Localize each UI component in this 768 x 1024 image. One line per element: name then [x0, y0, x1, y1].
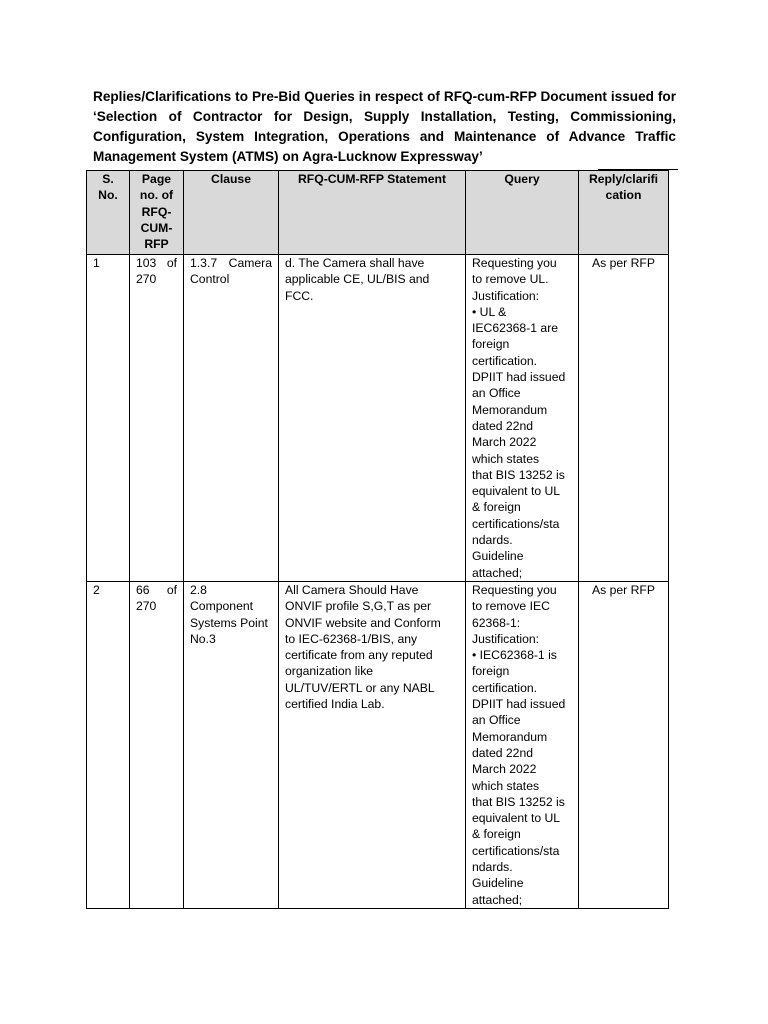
- cell-text-line: All Camera Should Have: [285, 582, 419, 597]
- cell-text-line: certification.: [472, 353, 538, 368]
- cell-text-line: Requesting you: [472, 582, 557, 597]
- cell-text-line: Requesting you: [472, 256, 557, 270]
- cell-statement: [279, 581, 466, 908]
- header-text: Reply/clarifi: [588, 172, 659, 186]
- cell-text-line: 270: [136, 599, 157, 614]
- cell-text-line: ndards.: [472, 859, 513, 874]
- table-row: [87, 255, 669, 582]
- cell-text-line: 66 of: [136, 582, 177, 597]
- header-statement: [279, 171, 466, 255]
- cell-text-line: to IEC-62368-1/BIS, any: [285, 631, 418, 646]
- cell-text-line: foreign: [472, 664, 510, 679]
- cell-text-line: 270: [136, 272, 157, 287]
- cell-text-line: dated 22nd: [472, 745, 533, 760]
- header-text: cation: [605, 188, 642, 203]
- header-reply: [579, 171, 669, 255]
- cell-text-line: & foreign: [472, 500, 521, 515]
- heading-line: Configuration, System Integration, Operations and Maintenance of Advance Traffic: [93, 129, 676, 144]
- cell-text: As per RFP: [592, 582, 655, 597]
- header-clause: [184, 171, 279, 255]
- cell-text-line: IEC62368-1 are: [472, 321, 559, 336]
- cell-query: [466, 255, 579, 582]
- cell-text-line: organization like: [285, 664, 374, 679]
- cell-text-line: d. The Camera shall have: [285, 256, 425, 270]
- cell-text-line: 1.3.7 Camera: [190, 256, 272, 270]
- cell-statement: [279, 255, 466, 582]
- cell-text-line: ONVIF website and Conform: [285, 615, 441, 630]
- header-page-no: [130, 171, 184, 255]
- cell-text-line: to remove IEC: [472, 599, 550, 614]
- cell-text-line: Guideline: [472, 549, 524, 564]
- cell-text-line: Component: [190, 599, 254, 614]
- cell-text-line: attached;: [472, 892, 523, 907]
- header-text: Query: [504, 172, 540, 186]
- cell-text-line: which states: [472, 451, 540, 466]
- cell-text-line: Memorandum: [472, 729, 548, 744]
- cell-text-line: dated 22nd: [472, 418, 533, 433]
- header-text: S.: [102, 172, 114, 186]
- cell-text-line: Control: [190, 272, 230, 287]
- cell-text-line: Justification:: [472, 288, 540, 303]
- cell-text-line: that BIS 13252 is: [472, 794, 565, 809]
- document-heading: [93, 87, 676, 167]
- cell-text-line: equivalent to UL: [472, 484, 561, 499]
- cell-page-no: [130, 581, 184, 908]
- header-text: Clause: [211, 172, 251, 186]
- cell-text-line: DPIIT had issued: [472, 697, 566, 712]
- cell-text-line: 62368-1:: [472, 615, 521, 630]
- cell-text-line: Systems Point: [190, 615, 268, 630]
- cell-text-line: which states: [472, 778, 540, 793]
- cell-text-line: that BIS 13252 is: [472, 467, 565, 482]
- cell-text-line: applicable CE, UL/BIS and: [285, 272, 430, 287]
- cell-text-line: attached;: [472, 565, 523, 580]
- header-sno: [87, 171, 130, 255]
- heading-line: Replies/Clarifications to Pre-Bid Queries in respect of RFQ-cum-RFP Document issued for: [93, 89, 676, 104]
- cell-clause: [184, 581, 279, 908]
- cell-text-line: March 2022: [472, 435, 537, 450]
- cell-text-line: FCC.: [285, 288, 314, 303]
- table-row: [87, 581, 669, 908]
- header-text: No.: [98, 188, 118, 203]
- cell-text-line: certification.: [472, 680, 538, 695]
- header-text: CUM-: [140, 220, 173, 235]
- cell-text-line: & foreign: [472, 827, 521, 842]
- cell-text-line: an Office: [472, 386, 521, 401]
- table-header-row: [87, 171, 669, 255]
- cell-text-line: UL/TUV/ERTL or any NABL: [285, 680, 435, 695]
- cell-query: [466, 581, 579, 908]
- cell-text-line: to remove UL.: [472, 272, 549, 287]
- cell-text-line: Justification:: [472, 631, 540, 646]
- cell-text-line: foreign: [472, 337, 510, 352]
- cell-text-line: 103 of: [136, 256, 177, 270]
- cell-text-line: ONVIF profile S,G,T as per: [285, 599, 432, 614]
- cell-text: As per RFP: [592, 256, 655, 270]
- cell-text-line: certifications/sta: [472, 516, 560, 531]
- cell-text-line: certifications/sta: [472, 843, 560, 858]
- cell-text: 2: [93, 582, 100, 597]
- cell-text: 1: [93, 256, 100, 270]
- cell-reply: [579, 255, 669, 582]
- cell-text-line: March 2022: [472, 762, 537, 777]
- cell-text-line: equivalent to UL: [472, 811, 561, 826]
- header-text: RFQ-: [141, 204, 172, 219]
- header-text: Page: [141, 172, 172, 186]
- header-text: RFP: [144, 237, 169, 252]
- cell-text-line: certificate from any reputed: [285, 648, 433, 663]
- cell-text-line: ndards.: [472, 533, 513, 548]
- cell-text-line: No.3: [190, 631, 216, 646]
- cell-text-line: • IEC62368-1 is: [472, 648, 557, 663]
- cell-text-line: certified India Lab.: [285, 697, 385, 712]
- cell-text-line: Memorandum: [472, 402, 548, 417]
- cell-text-line: Guideline: [472, 876, 524, 891]
- header-text: RFQ-CUM-RFP Statement: [297, 172, 447, 186]
- queries-table: [86, 170, 669, 909]
- cell-text-line: an Office: [472, 713, 521, 728]
- cell-text-line: DPIIT had issued: [472, 370, 566, 385]
- cell-text-line: • UL &: [472, 304, 507, 319]
- cell-text-line: 2.8: [190, 582, 207, 597]
- header-text: no. of: [139, 188, 174, 203]
- header-query: [466, 171, 579, 255]
- heading-line: ‘Selection of Contractor for Design, Supply Installation, Testing, Commissioning,: [93, 109, 676, 124]
- heading-line: Management System (ATMS) on Agra-Lucknow Expressway’: [93, 149, 483, 164]
- cell-clause: [184, 255, 279, 582]
- cell-reply: [579, 581, 669, 908]
- cell-sno: [87, 255, 130, 582]
- cell-page-no: [130, 255, 184, 582]
- cell-sno: [87, 581, 130, 908]
